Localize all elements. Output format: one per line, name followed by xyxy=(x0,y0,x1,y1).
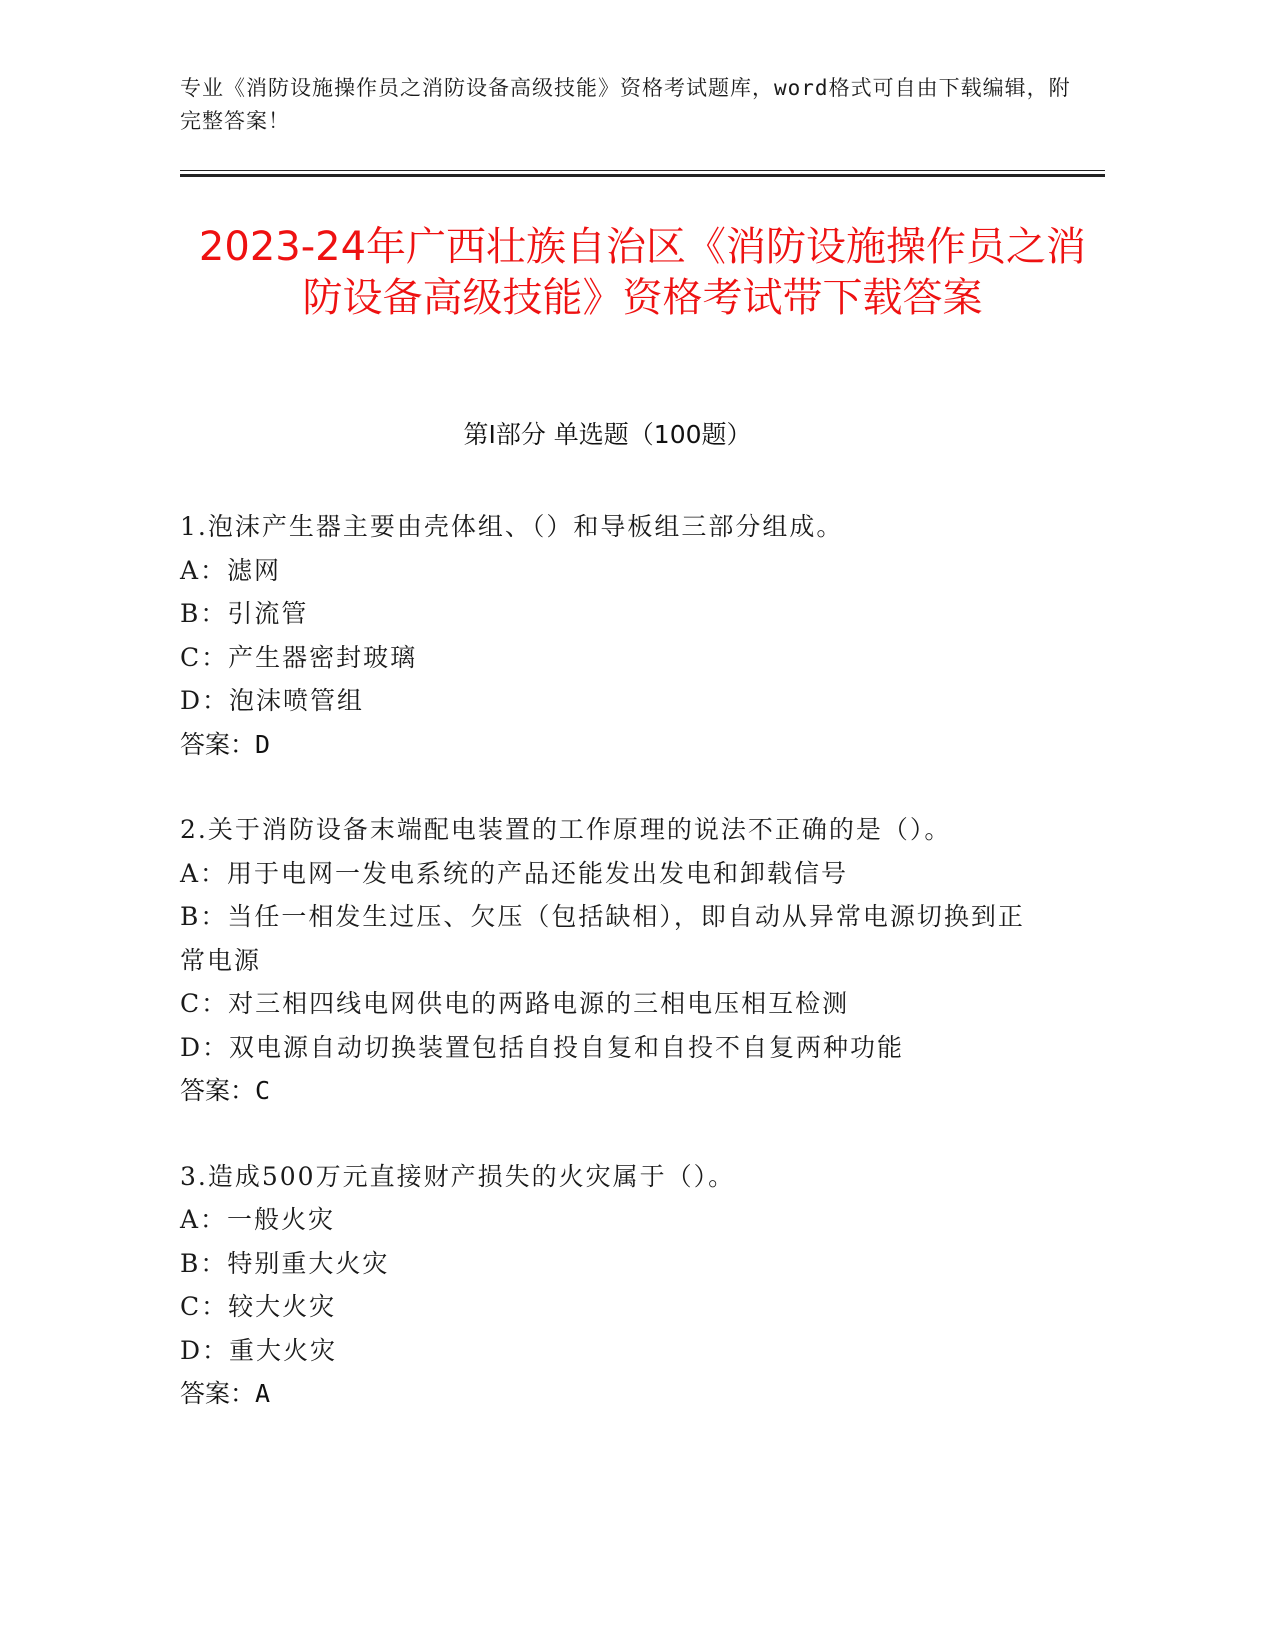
option-c: C：对三相四线电网供电的两路电源的三相电压相互检测 xyxy=(180,989,850,1018)
question-stem: 1.泡沫产生器主要由壳体组、（）和导板组三部分组成。 xyxy=(180,512,844,541)
option-b: B：引流管 xyxy=(180,599,309,628)
section-heading: 第Ⅰ部分 单选题（100题） xyxy=(463,420,752,449)
option-a: A：滤网 xyxy=(180,555,282,585)
option-d: D：双电源自动切换装置包括自投自复和自投不自复两种功能 xyxy=(180,1032,905,1062)
answer-label: 答案： xyxy=(180,1379,256,1408)
document-title: 2023-24年广西壮族自治区《消防设施操作员之消防设备高级技能》资格考试带下载答案 xyxy=(198,224,1087,321)
option-a: A：一般火灾 xyxy=(180,1205,336,1234)
answer-value: A xyxy=(255,1379,271,1408)
answer-line xyxy=(180,723,1040,767)
answer-value: D xyxy=(255,729,271,759)
answer-label: 答案： xyxy=(180,729,256,759)
option-c: C：产生器密封玻璃 xyxy=(180,642,418,672)
answer-line xyxy=(180,1372,1040,1416)
answer-label: 答案： xyxy=(180,1076,256,1105)
answer-value: C xyxy=(255,1076,271,1105)
question-stem: 3.造成500万元直接财产损失的火灾属于（）。 xyxy=(180,1161,736,1191)
header-divider-thick xyxy=(180,174,1105,177)
option-d: D：重大火灾 xyxy=(180,1335,338,1365)
question-3 xyxy=(180,1155,1040,1416)
question-1 xyxy=(180,505,1040,766)
question-2 xyxy=(180,808,1040,1113)
question-stem: 2.关于消防设备末端配电装置的工作原理的说法不正确的是（）。 xyxy=(180,815,952,844)
option-a: A：用于电网一发电系统的产品还能发出发电和卸载信号 xyxy=(180,858,849,888)
option-b: B：特别重大火灾 xyxy=(180,1248,390,1278)
header-note: 专业《消防设施操作员之消防设备高级技能》资格考试题库，word格式可自由下载编辑，附完整答案！ xyxy=(180,76,1071,133)
option-d: D：泡沫喷管组 xyxy=(180,686,365,715)
header-divider-thin xyxy=(180,170,1105,171)
option-b: B：当任一相发生过压、欠压（包括缺相），即自动从异常电源切换到正常电源 xyxy=(180,902,1025,975)
question-list xyxy=(180,505,1040,1458)
option-c: C：较大火灾 xyxy=(180,1292,337,1321)
answer-line xyxy=(180,1069,1040,1113)
